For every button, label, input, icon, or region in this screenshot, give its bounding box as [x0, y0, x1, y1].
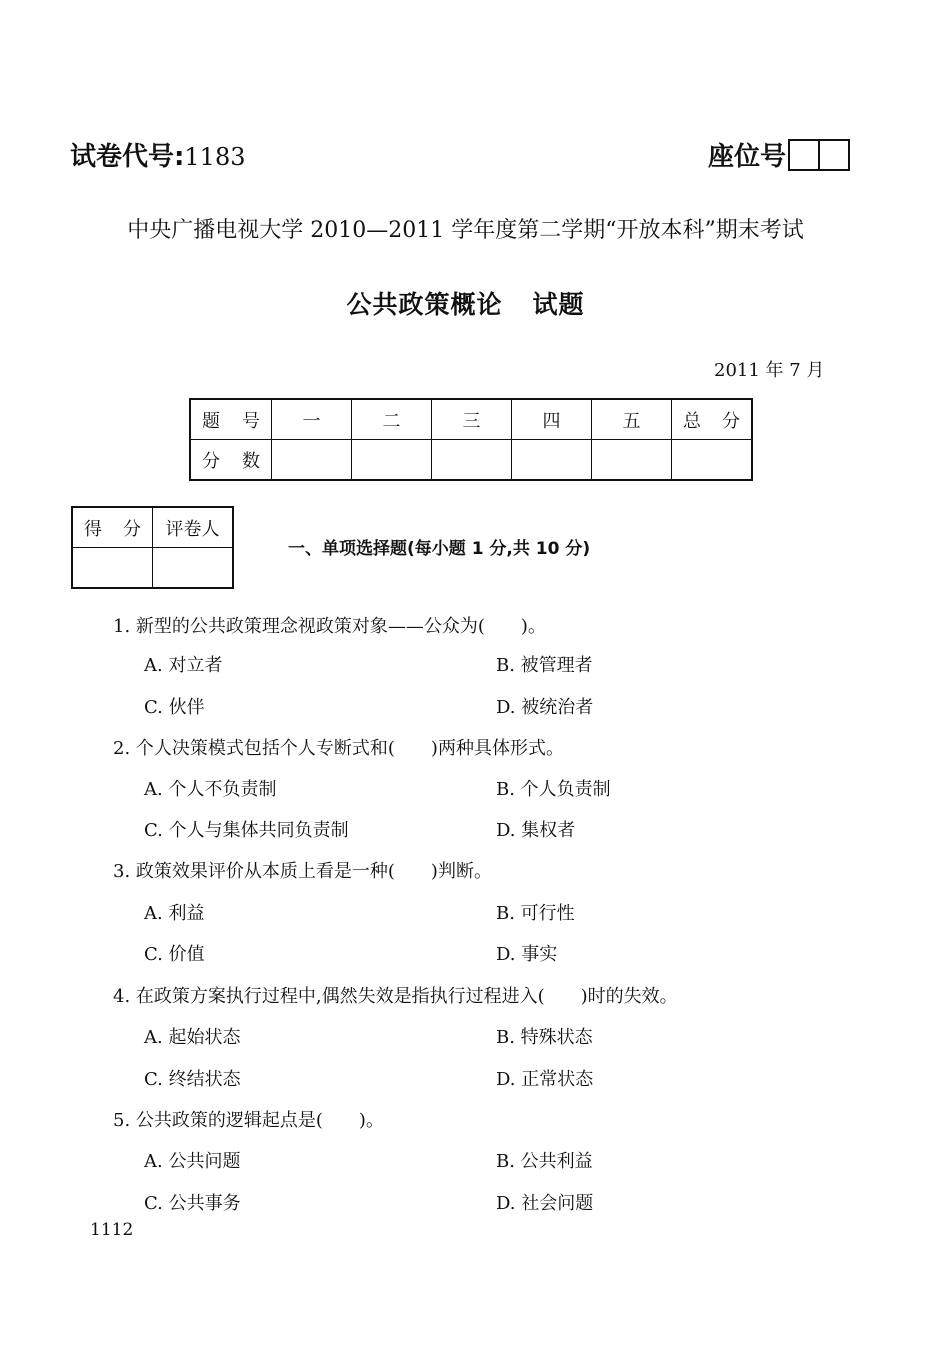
exam-title: 中央广播电视大学 2010—2011 学年度第二学期“开放本科”期末考试	[127, 218, 804, 243]
seat-box[interactable]	[788, 139, 820, 171]
option-c[interactable]: C. 价值	[144, 944, 205, 965]
total-header: 总 分	[672, 399, 753, 440]
column-header: 五	[592, 399, 672, 440]
question-stem: 1. 新型的公共政策理念视政策对象——公众为( )。	[113, 616, 546, 637]
question-stem: 4. 在政策方案执行过程中,偶然失效是指执行过程进入( )时的失效。	[113, 986, 678, 1007]
subject-name: 公共政策概论	[346, 290, 503, 319]
option-b[interactable]: B. 个人负责制	[496, 779, 611, 800]
option-b[interactable]: B. 可行性	[496, 903, 575, 924]
column-header: 三	[432, 399, 512, 440]
section-score-cell[interactable]	[72, 548, 153, 589]
score-cell[interactable]	[512, 440, 592, 481]
option-d[interactable]: D. 集权者	[496, 820, 576, 841]
page-number: 1112	[90, 1220, 134, 1240]
total-score-cell[interactable]	[672, 440, 753, 481]
option-a[interactable]: A. 利益	[144, 903, 205, 924]
score-cell[interactable]	[272, 440, 352, 481]
question-number-header: 题 号	[190, 399, 272, 440]
column-header: 四	[512, 399, 592, 440]
grader-table	[71, 506, 234, 589]
question-stem: 2. 个人决策模式包括个人专断式和( )两种具体形式。	[113, 738, 564, 759]
question-stem: 3. 政策效果评价从本质上看是一种( )判断。	[113, 861, 492, 882]
option-b[interactable]: B. 特殊状态	[496, 1027, 593, 1048]
option-d[interactable]: D. 社会问题	[496, 1193, 594, 1214]
option-d[interactable]: D. 事实	[496, 944, 558, 965]
score-table-score-row	[190, 440, 752, 481]
score-row-header: 分 数	[190, 440, 272, 481]
score-cell[interactable]	[432, 440, 512, 481]
option-c[interactable]: C. 个人与集体共同负责制	[144, 820, 349, 841]
seat-number	[708, 136, 850, 173]
option-d[interactable]: D. 被统治者	[496, 697, 594, 718]
option-c[interactable]: C. 伙伴	[144, 697, 205, 718]
question-stem: 5. 公共政策的逻辑起点是( )。	[113, 1110, 384, 1131]
seat-number-boxes	[788, 139, 850, 171]
seat-number-label: 座位号	[708, 142, 787, 172]
option-c[interactable]: C. 公共事务	[144, 1193, 241, 1214]
option-a[interactable]: A. 对立者	[144, 655, 223, 676]
subject-suffix: 试题	[532, 290, 585, 319]
column-header: 一	[272, 399, 352, 440]
subject-title	[0, 285, 931, 321]
paper-code-label: 试卷代号:	[70, 142, 185, 172]
seat-box[interactable]	[820, 139, 850, 171]
grader-cell[interactable]	[153, 548, 234, 589]
option-d[interactable]: D. 正常状态	[496, 1069, 594, 1090]
score-table-header-row	[190, 399, 752, 440]
score-cell[interactable]	[352, 440, 432, 481]
option-a[interactable]: A. 起始状态	[144, 1027, 241, 1048]
score-cell[interactable]	[592, 440, 672, 481]
option-c[interactable]: C. 终结状态	[144, 1069, 241, 1090]
option-b[interactable]: B. 公共利益	[496, 1151, 593, 1172]
column-header: 二	[352, 399, 432, 440]
option-a[interactable]: A. 公共问题	[144, 1151, 241, 1172]
paper-code	[70, 136, 245, 173]
score-header: 得 分	[72, 507, 153, 548]
option-a[interactable]: A. 个人不负责制	[144, 779, 277, 800]
paper-code-value: 1183	[184, 143, 246, 171]
exam-date: 2011 年 7 月	[714, 360, 825, 381]
option-b[interactable]: B. 被管理者	[496, 655, 593, 676]
score-table	[189, 398, 753, 481]
section-title: 一、单项选择题(每小题 1 分,共 10 分)	[288, 539, 591, 559]
grader-header: 评卷人	[153, 507, 234, 548]
